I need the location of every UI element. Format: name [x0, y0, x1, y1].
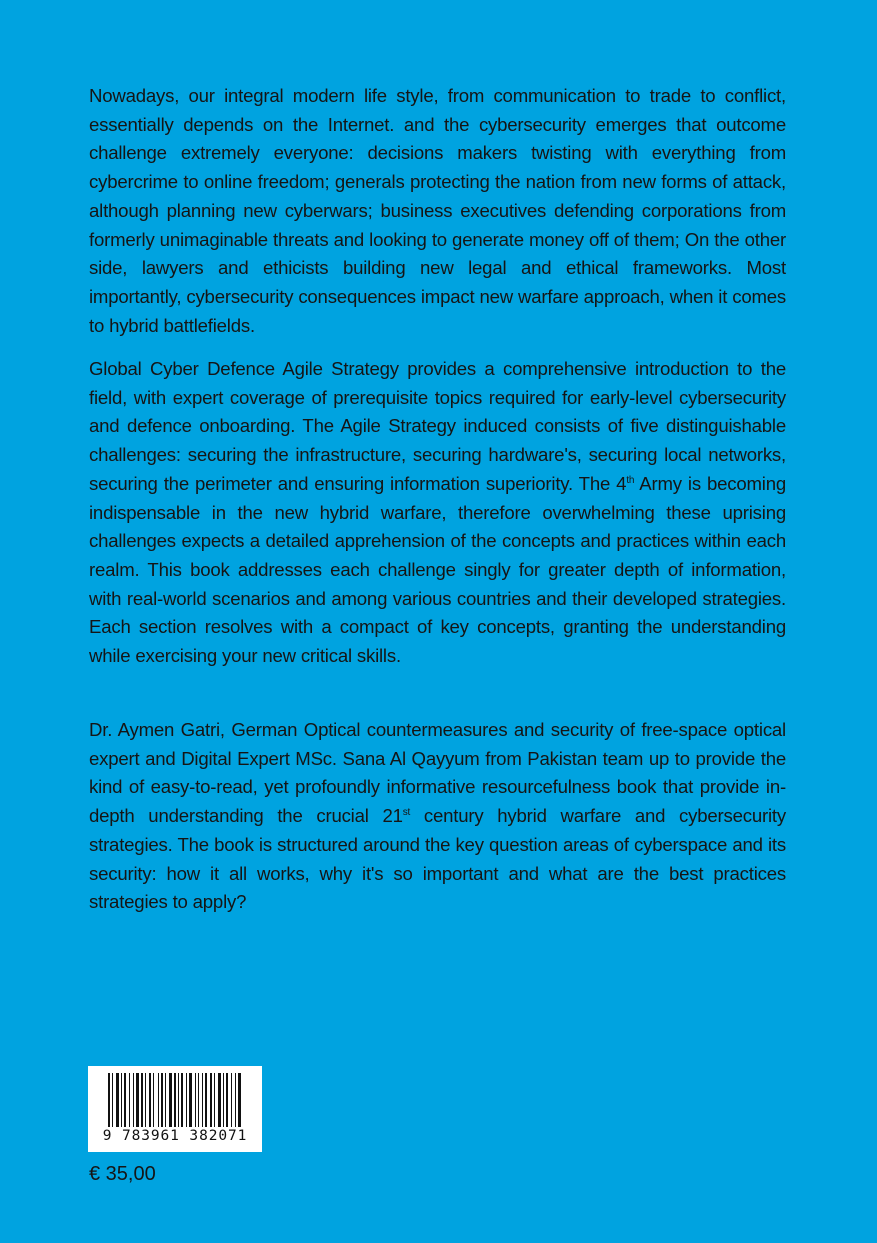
paragraph-3-text-start: Dr. Aymen Gatri, German Optical countermeasures and security of free-space optical expert and Digital Expert MSc. Sana Al Qayyum from Pakistan team up to provide the kind of easy-to-read, yet profoundly informative resourcefulness book that provide in-depth understanding the crucial 21 — [89, 719, 786, 827]
isbn-barcode — [88, 1066, 262, 1152]
price-label: € 35,00 — [89, 1163, 156, 1185]
ordinal-superscript-st: st — [402, 807, 411, 819]
paragraph-2-text-start: Global Cyber Defence Agile Strategy provides a comprehensive introduction to the field, with expert coverage of prerequisite topics required for early-level cybersecurity and defence onboarding. The Agile Strategy induced consists of five distinguishable challenges: securing the infrastructure, securing hardware's, securing local networks, securing the perimeter and ensuring information superiority. The 4 — [89, 358, 786, 494]
description-paragraph-1: Nowadays, our integral modern life style, from communication to trade to conflict, essentially depends on the Internet. and the cybersecurity emerges that outcome challenge extremely everyone: decisions makers twisting with everything from cybercrime to online freedom; generals protecting the nation from new forms of attack, although planning new cyberwars; business executives defending corporations from formerly unimaginable threats and looking to generate money off of them; On the other side, lawyers and ethicists building new legal and ethical frameworks. Most importantly, cybersecurity consequences impact new warfare approach, when it comes to hybrid battlefields. — [89, 85, 786, 336]
description-paragraph-2 — [89, 355, 786, 671]
description-paragraph-3 — [89, 716, 786, 917]
ordinal-superscript-th: th — [626, 474, 635, 486]
isbn-digits: 9 783961 382071 — [102, 1128, 248, 1144]
paragraph-2-text-end: Army is becoming indispensable in the new hybrid warfare, therefore overwhelming these uprising challenges expects a detailed apprehension of the concepts and practices within each realm. This book addresses each challenge singly for greater depth of information, with real-world scenarios and among various countries and their developed strategies. Each section resolves with a compact of key concepts, granting the understanding while exercising your new critical skills. — [89, 472, 786, 667]
paragraph-3-text-end: century hybrid warfare and cybersecurity strategies. The book is structured around the key question areas of cyberspace and its security: how it all works, why it's so important and what are the best practices strategies to apply? — [89, 805, 786, 913]
